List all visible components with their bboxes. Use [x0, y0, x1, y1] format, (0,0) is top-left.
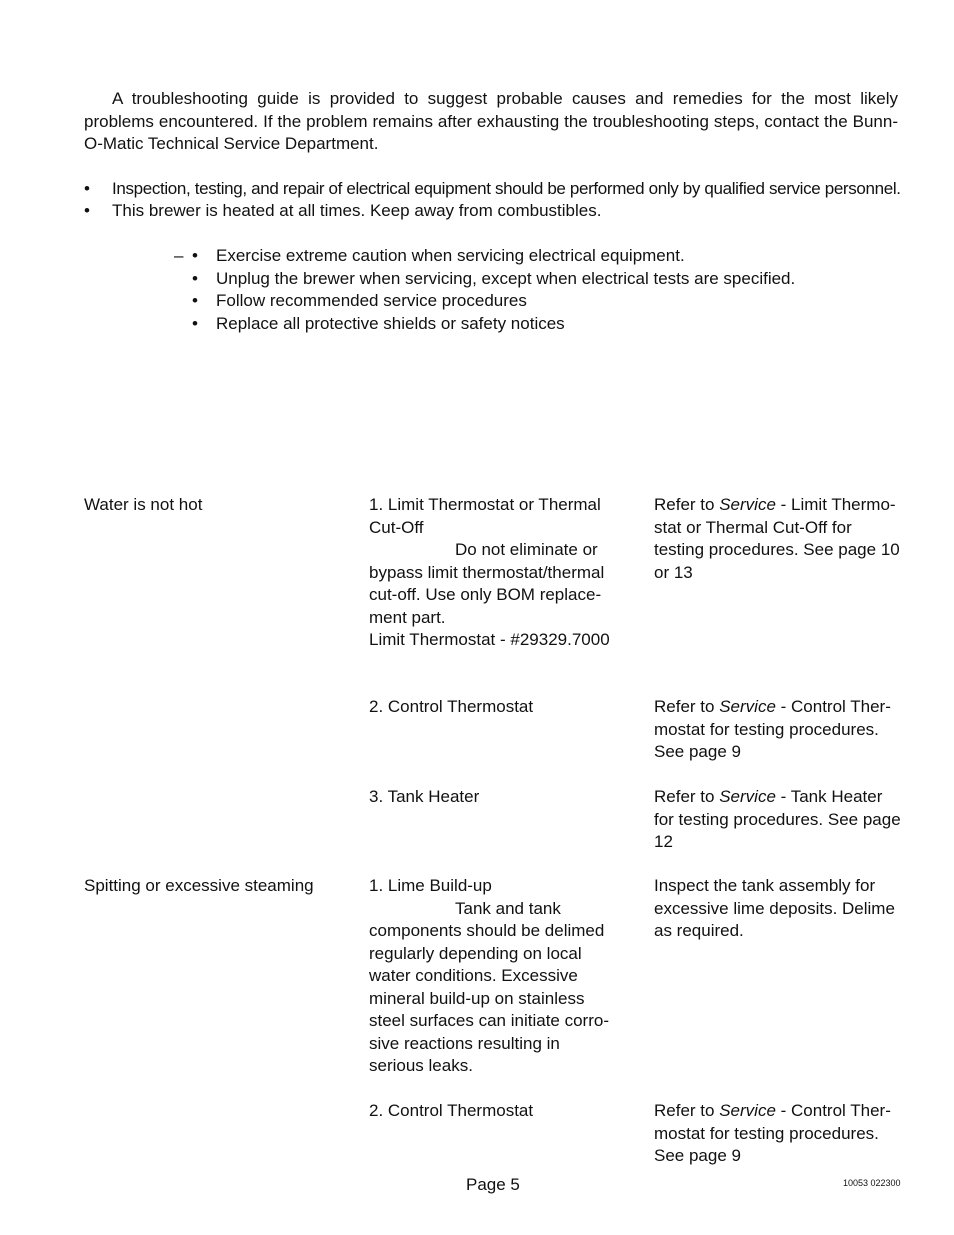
remedy-limit-thermostat — [654, 494, 914, 584]
remedy-control-thermostat-2 — [654, 1100, 914, 1168]
warning-bullet — [84, 178, 904, 200]
remedy-line: or 13 — [654, 562, 693, 582]
cause-control-thermostat-2: 2. Control Thermostat — [369, 1101, 534, 1120]
caution-note-line: ment part. — [369, 607, 446, 627]
caution-note-line: regularly depending on local — [369, 943, 582, 963]
page-number: Page 5 — [466, 1175, 520, 1194]
part-number-line: Limit Thermostat - #29329.7000 — [369, 630, 610, 649]
caution-note-line: water conditions. Excessive — [369, 966, 578, 985]
remedy-line: 12 — [654, 832, 673, 851]
caution-note-line: serious leaks. — [369, 1056, 473, 1075]
refer-text: Refer to — [654, 1101, 715, 1120]
dash-spacer — [174, 313, 192, 336]
warning-bullet — [84, 200, 904, 222]
bullet-icon: • — [84, 201, 90, 220]
cause-control-thermostat: 2. Control Thermostat — [369, 697, 534, 716]
document-code: 10053 022300 — [843, 1178, 901, 1188]
remedy-line: See page 9 — [654, 742, 741, 761]
refer-text: Refer to — [654, 697, 715, 716]
cause-line: Cut-Off — [369, 517, 424, 537]
dash-spacer — [174, 290, 192, 313]
remedy-line — [654, 494, 914, 517]
service-ref: Service — [719, 697, 776, 716]
refer-text: Refer to — [654, 787, 715, 806]
sub-bullet-text: Exercise extreme caution when servicing electrical equipment. — [216, 246, 685, 265]
bullet-icon: • — [192, 314, 198, 333]
caution-note-line: Do not eliminate or — [455, 540, 598, 559]
remedy-line: as required. — [654, 921, 744, 940]
sub-bullet — [174, 290, 527, 313]
remedy-text: - Control Ther- — [780, 697, 891, 716]
remedy-tank-heater — [654, 786, 914, 854]
bullet-icon: • — [192, 269, 198, 288]
bullet-icon: • — [192, 246, 198, 265]
remedy-line: excessive lime deposits. Delime — [654, 898, 895, 918]
intro-paragraph: A troubleshooting guide is provided to suggest probable causes and remedies for the most likely problems encountered. If the problem remains after exhausting the troubleshooting steps, contact the Bunn-O-Matic Technical Service Department. — [84, 89, 898, 153]
sub-bullet — [174, 313, 565, 336]
sub-bullet — [174, 245, 685, 268]
bullet-icon: • — [84, 179, 90, 198]
dash-spacer — [174, 268, 192, 291]
remedy-text: - Control Ther- — [780, 1101, 891, 1120]
problem-water-not-hot: Water is not hot — [84, 495, 203, 514]
bullet-icon: • — [192, 291, 198, 310]
sub-bullet — [174, 268, 795, 291]
caution-note-line: Tank and tank — [455, 898, 561, 918]
remedy-line: stat or Thermal Cut-Off for — [654, 517, 852, 537]
cause-tank-heater: 3. Tank Heater — [369, 787, 480, 806]
problem-spitting: Spitting or excessive steaming — [84, 876, 314, 895]
remedy-text: - Tank Heater — [780, 787, 883, 806]
service-ref: Service — [719, 787, 776, 806]
service-ref: Service — [719, 1101, 776, 1120]
remedy-lime-buildup — [654, 875, 914, 943]
remedy-line: for testing procedures. See page — [654, 809, 901, 829]
caution-note-line: bypass limit thermostat/thermal — [369, 562, 605, 582]
cause-line: 1. Lime Build-up — [369, 876, 492, 895]
dash-mark: – — [174, 246, 184, 265]
service-ref: Service — [719, 495, 776, 514]
remedy-line: See page 9 — [654, 1146, 741, 1165]
sub-bullet-text: Follow recommended service procedures — [216, 291, 527, 310]
refer-text: Refer to — [654, 495, 715, 514]
caution-note-line: components should be delimed — [369, 921, 605, 940]
cause-limit-thermostat — [369, 494, 629, 652]
remedy-line: testing procedures. See page 10 — [654, 540, 900, 559]
bullet-text: This brewer is heated at all times. Keep away from combustibles. — [112, 201, 602, 220]
caution-note-line: sive reactions resulting in — [369, 1033, 560, 1053]
caution-note-line: steel surfaces can initiate corro- — [369, 1011, 609, 1030]
remedy-line: mostat for testing procedures. — [654, 719, 879, 739]
remedy-line: Inspect the tank assembly for — [654, 876, 876, 895]
cause-line: 1. Limit Thermostat or Thermal — [369, 495, 601, 514]
cause-lime-buildup — [369, 875, 629, 1078]
caution-note-line: cut-off. Use only BOM replace- — [369, 585, 602, 604]
remedy-line: mostat for testing procedures. — [654, 1123, 879, 1143]
sub-bullet-text: Replace all protective shields or safety notices — [216, 314, 565, 333]
remedy-text: - Limit Thermo- — [780, 495, 896, 514]
remedy-line — [654, 1100, 914, 1123]
caution-note-line: mineral build-up on stainless — [369, 988, 585, 1008]
sub-bullet-text: Unplug the brewer when servicing, except when electrical tests are specified. — [216, 269, 796, 288]
remedy-control-thermostat — [654, 696, 914, 764]
remedy-line — [654, 786, 914, 809]
bullet-text: Inspection, testing, and repair of electrical equipment should be performed only by qualified service personnel. — [112, 179, 901, 198]
remedy-line — [654, 696, 914, 719]
